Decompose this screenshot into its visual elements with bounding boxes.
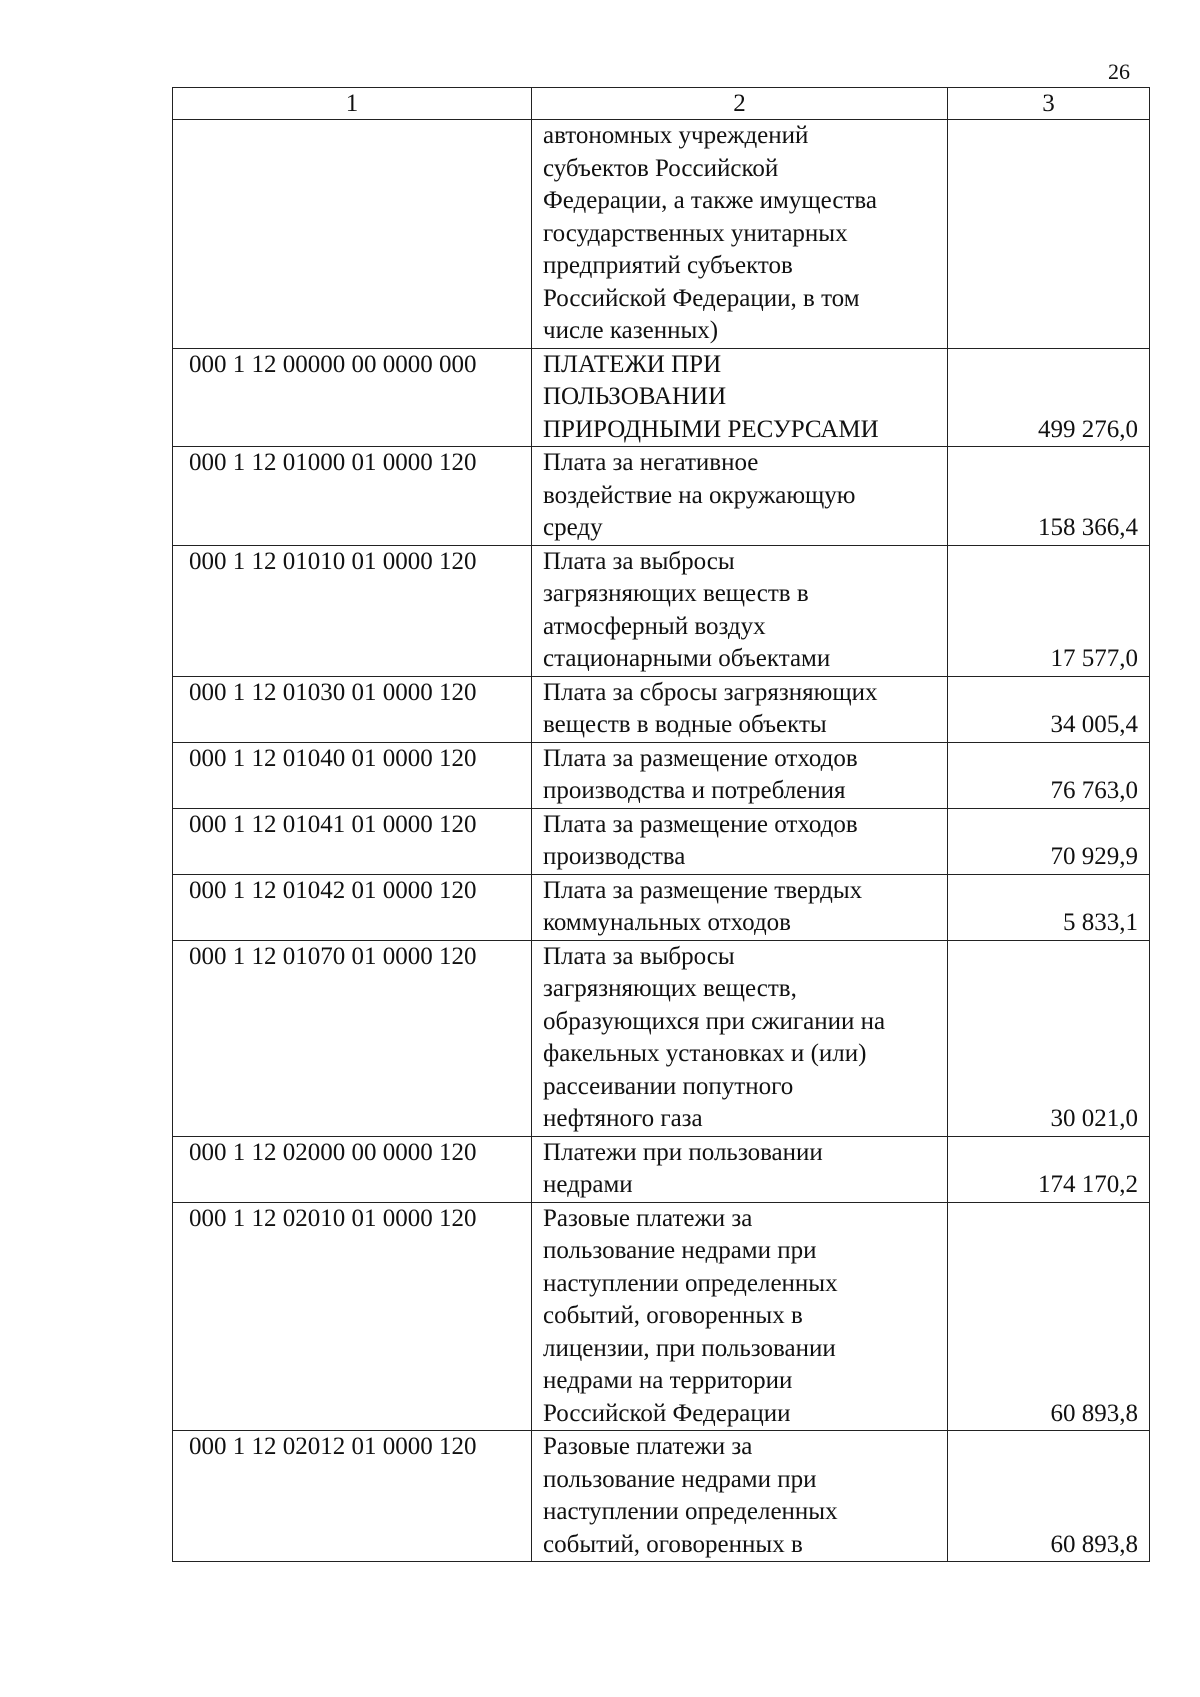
revenue-name-line: Российской Федерации <box>543 1399 791 1427</box>
revenue-name <box>532 1431 948 1562</box>
revenue-name-line: производства <box>543 843 686 870</box>
revenue-name-line: ПРИРОДНЫМИ РЕСУРСАМИ <box>543 415 879 443</box>
table-row <box>173 874 1150 940</box>
revenue-name-line: нефтяного газа <box>543 1105 703 1132</box>
table-row <box>173 1136 1150 1202</box>
column-header-3: 3 <box>948 88 1150 120</box>
revenue-name <box>532 742 948 808</box>
amount-value: 60 893,8 <box>948 1431 1150 1562</box>
revenue-name-line: производства и потребления <box>543 777 846 804</box>
table-row <box>173 1431 1150 1562</box>
page-number: 26 <box>1108 59 1130 84</box>
classification-code: 000 1 12 01010 01 0000 120 <box>173 545 532 676</box>
revenue-name-line: субъектов Российской <box>543 154 779 182</box>
table-row <box>173 348 1150 447</box>
column-header-1: 1 <box>173 88 532 120</box>
revenue-name <box>532 545 948 676</box>
revenue-name-line: ПЛАТЕЖИ ПРИ <box>543 350 722 378</box>
table-row <box>173 120 1150 349</box>
revenue-name-line: государственных унитарных <box>543 219 848 247</box>
classification-code: 000 1 12 00000 00 0000 000 <box>173 348 532 447</box>
table-row <box>173 676 1150 742</box>
amount-value: 60 893,8 <box>948 1202 1150 1431</box>
revenue-name-line: Разовые платежи за <box>543 1433 753 1460</box>
classification-code: 000 1 12 02012 01 0000 120 <box>173 1431 532 1562</box>
revenue-name-line: наступлении определенных <box>543 1269 838 1297</box>
revenue-name-line: событий, оговоренных в <box>543 1530 803 1558</box>
revenue-name <box>532 447 948 546</box>
budget-revenue-table <box>172 87 1150 1562</box>
column-header-2: 2 <box>532 88 948 120</box>
revenue-name-line: Российской Федерации, в том <box>543 284 860 312</box>
amount-value: 17 577,0 <box>948 545 1150 676</box>
revenue-name <box>532 348 948 447</box>
revenue-name-line: стационарными объектами <box>543 645 831 672</box>
revenue-name-line: Федерации, а также имущества <box>543 187 877 214</box>
classification-code: 000 1 12 02010 01 0000 120 <box>173 1202 532 1431</box>
revenue-name <box>532 676 948 742</box>
revenue-name <box>532 940 948 1136</box>
revenue-name <box>532 874 948 940</box>
amount-value: 158 366,4 <box>948 447 1150 546</box>
classification-code: 000 1 12 01070 01 0000 120 <box>173 940 532 1136</box>
revenue-name-line: автономных учреждений <box>543 122 809 149</box>
amount-value: 5 833,1 <box>948 874 1150 940</box>
classification-code: 000 1 12 01030 01 0000 120 <box>173 676 532 742</box>
table-row <box>173 545 1150 676</box>
revenue-name-line: лицензии, при пользовании <box>543 1334 836 1362</box>
revenue-name-line: образующихся при сжигании на <box>543 1007 886 1035</box>
revenue-name-line: недрами на территории <box>543 1367 793 1394</box>
revenue-name-line: Плата за размещение твердых <box>543 876 863 904</box>
revenue-name-line: рассеивании попутного <box>543 1072 794 1100</box>
revenue-name-line: числе казенных) <box>543 317 719 344</box>
revenue-name-line: предприятий субъектов <box>543 252 793 279</box>
amount-value: 34 005,4 <box>948 676 1150 742</box>
revenue-name-line: загрязняющих веществ, <box>543 975 797 1002</box>
revenue-name-line: Плата за выбросы <box>543 547 735 575</box>
revenue-name-line: пользование недрами при <box>543 1237 817 1264</box>
revenue-name <box>532 1202 948 1431</box>
revenue-name-line: Плата за размещение отходов <box>543 744 858 772</box>
revenue-name-line: веществ в водные объекты <box>543 711 827 738</box>
classification-code: 000 1 12 01042 01 0000 120 <box>173 874 532 940</box>
revenue-name-line: Разовые платежи за <box>543 1204 753 1232</box>
table-row <box>173 742 1150 808</box>
revenue-name-line: среду <box>543 514 603 541</box>
table-row <box>173 447 1150 546</box>
table-row <box>173 940 1150 1136</box>
classification-code: 000 1 12 01000 01 0000 120 <box>173 447 532 546</box>
revenue-name <box>532 1136 948 1202</box>
amount-value: 174 170,2 <box>948 1136 1150 1202</box>
revenue-name-line: Платежи при пользовании <box>543 1138 823 1166</box>
revenue-name-line: событий, оговоренных в <box>543 1302 803 1329</box>
classification-code: 000 1 12 01040 01 0000 120 <box>173 742 532 808</box>
classification-code: 000 1 12 02000 00 0000 120 <box>173 1136 532 1202</box>
amount-value: 76 763,0 <box>948 742 1150 808</box>
revenue-name-line: Плата за сбросы загрязняющих <box>543 678 878 706</box>
revenue-name-line: Плата за негативное <box>543 449 759 476</box>
amount-value: 30 021,0 <box>948 940 1150 1136</box>
table-body <box>173 120 1150 1562</box>
amount-value <box>948 120 1150 349</box>
revenue-name-line: наступлении определенных <box>543 1498 838 1525</box>
revenue-name-line: Плата за выбросы <box>543 942 735 970</box>
amount-value: 499 276,0 <box>948 348 1150 447</box>
revenue-name <box>532 120 948 349</box>
revenue-name-line: Плата за размещение отходов <box>543 810 858 838</box>
revenue-name <box>532 808 948 874</box>
revenue-name-line: ПОЛЬЗОВАНИИ <box>543 383 727 410</box>
revenue-name-line: недрами <box>543 1171 633 1198</box>
revenue-name-line: загрязняющих веществ в <box>543 580 809 607</box>
classification-code <box>173 120 532 349</box>
revenue-name-line: воздействие на окружающую <box>543 481 856 509</box>
revenue-name-line: факельных установках и (или) <box>543 1040 867 1067</box>
revenue-name-line: пользование недрами при <box>543 1465 817 1493</box>
table-header-row <box>173 88 1150 120</box>
classification-code: 000 1 12 01041 01 0000 120 <box>173 808 532 874</box>
revenue-name-line: атмосферный воздух <box>543 612 766 640</box>
amount-value: 70 929,9 <box>948 808 1150 874</box>
revenue-name-line: коммунальных отходов <box>543 909 791 936</box>
table-row <box>173 1202 1150 1431</box>
table-row <box>173 808 1150 874</box>
